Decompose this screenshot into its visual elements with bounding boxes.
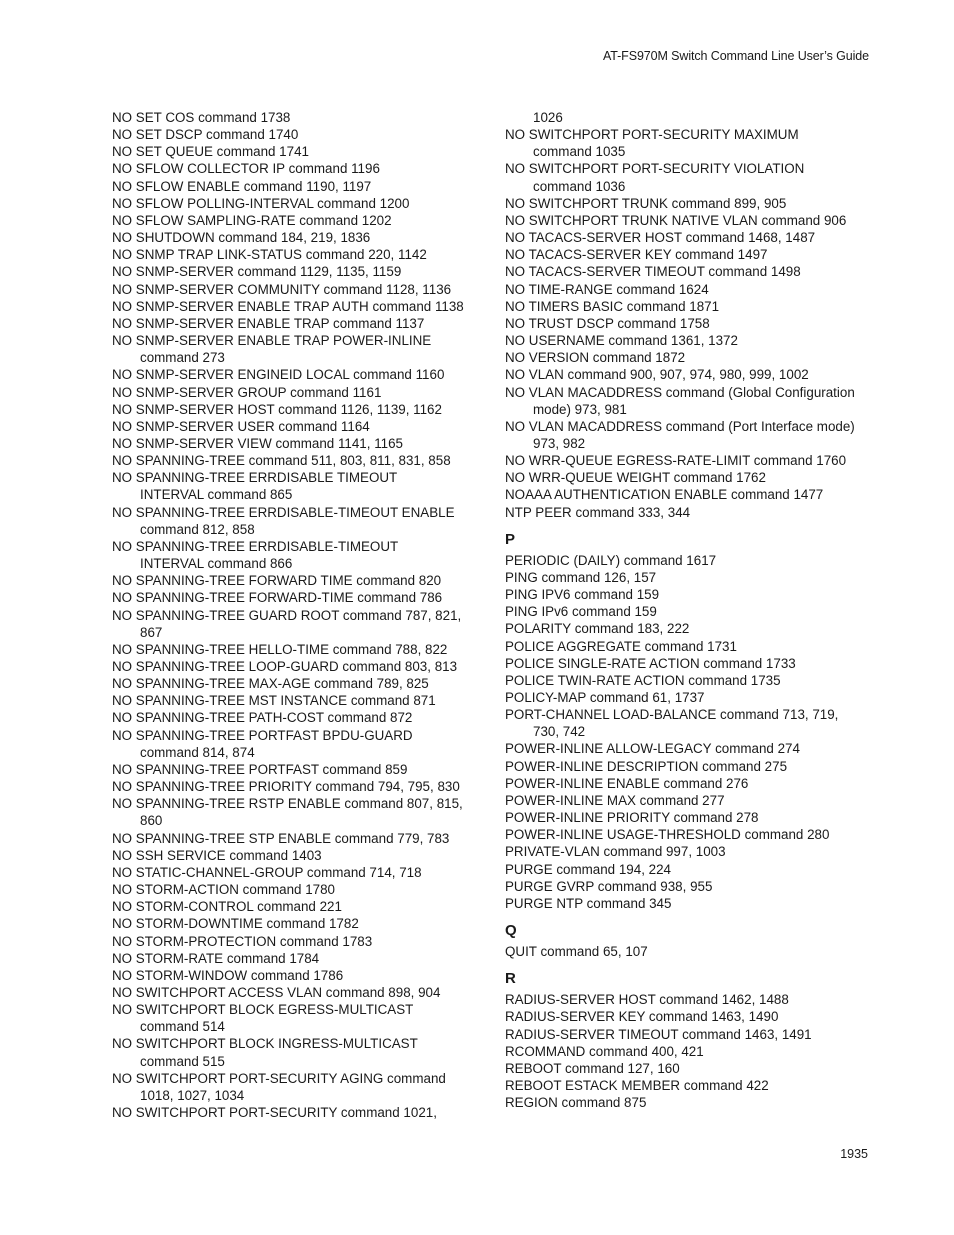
index-entry bbox=[505, 861, 875, 878]
index-entry bbox=[112, 658, 487, 675]
index-entry bbox=[112, 469, 487, 503]
index-entry bbox=[112, 401, 487, 418]
index-entry-text: NO STORM-CONTROL command 221 bbox=[112, 899, 342, 915]
index-entry-text: NO STATIC-CHANNEL-GROUP command 714, 718 bbox=[112, 864, 422, 880]
index-entry bbox=[505, 603, 875, 620]
index-entry bbox=[112, 109, 487, 126]
index-entry-text: NO SPANNING-TREE GUARD ROOT command 787, 821, bbox=[112, 607, 462, 623]
index-entry-text: NO SPANNING-TREE PORTFAST BPDU-GUARD bbox=[112, 727, 413, 743]
index-entry-text: NO SWITCHPORT TRUNK NATIVE VLAN command 906 bbox=[505, 212, 847, 228]
index-entry-text: NO STORM-DOWNTIME command 1782 bbox=[112, 916, 359, 932]
index-entry-text: NO SPANNING-TREE PORTFAST command 859 bbox=[112, 761, 408, 777]
index-entry-text: NO SSH SERVICE command 1403 bbox=[112, 847, 322, 863]
index-entry bbox=[505, 1094, 875, 1111]
index-entry bbox=[505, 775, 875, 792]
index-entry-text: POLICE TWIN-RATE ACTION command 1735 bbox=[505, 672, 781, 688]
index-entry-text: PURGE command 194, 224 bbox=[505, 861, 671, 877]
section-entries-p bbox=[505, 552, 875, 912]
index-entry-text: NO SNMP-SERVER COMMUNITY command 1128, 1136 bbox=[112, 281, 452, 297]
index-entry-continuation: command 814, 874 bbox=[140, 744, 255, 760]
index-entry-continuation: 1018, 1027, 1034 bbox=[140, 1087, 245, 1103]
index-entry bbox=[112, 727, 487, 761]
index-entry bbox=[505, 469, 875, 486]
index-entry-text: PURGE GVRP command 938, 955 bbox=[505, 878, 713, 894]
index-entry-text: NO SPANNING-TREE ERRDISABLE TIMEOUT bbox=[112, 470, 398, 486]
index-entry-continuation: command 273 bbox=[140, 350, 225, 366]
index-entry-text: NO SPANNING-TREE MAX-AGE command 789, 825 bbox=[112, 676, 429, 692]
index-entry bbox=[505, 212, 875, 229]
index-entry bbox=[505, 418, 875, 452]
index-entry bbox=[112, 572, 487, 589]
index-column-left bbox=[112, 109, 487, 1121]
index-entry-text: RCOMMAND command 400, 421 bbox=[505, 1043, 704, 1059]
index-entry-text: NOAAA AUTHENTICATION ENABLE command 1477 bbox=[505, 487, 824, 503]
index-entry bbox=[505, 689, 875, 706]
index-entry bbox=[112, 589, 487, 606]
index-entry bbox=[505, 1043, 875, 1060]
index-entry bbox=[112, 538, 487, 572]
index-entry bbox=[505, 991, 875, 1008]
index-entry bbox=[505, 332, 875, 349]
index-entry bbox=[112, 332, 487, 366]
index-entry bbox=[505, 672, 875, 689]
index-entry-text: NO SFLOW COLLECTOR IP command 1196 bbox=[112, 161, 380, 177]
index-entry bbox=[112, 898, 487, 915]
index-entry bbox=[112, 160, 487, 177]
index-entry-text: NO SWITCHPORT PORT-SECURITY MAXIMUM bbox=[505, 127, 799, 143]
index-entry bbox=[112, 1104, 487, 1121]
index-entry-text: NO VLAN MACADDRESS command (Global Configuration bbox=[505, 384, 855, 400]
index-entry bbox=[112, 246, 487, 263]
index-entry bbox=[505, 1026, 875, 1043]
index-entry-text: NTP PEER command 333, 344 bbox=[505, 504, 691, 520]
index-entry-text: NO SFLOW SAMPLING-RATE command 1202 bbox=[112, 212, 392, 228]
index-entry bbox=[112, 212, 487, 229]
index-entry bbox=[112, 692, 487, 709]
index-entry-text: NO SFLOW ENABLE command 1190, 1197 bbox=[112, 178, 372, 194]
index-entry bbox=[112, 263, 487, 280]
section-entries-r bbox=[505, 991, 875, 1111]
index-entry bbox=[112, 366, 487, 383]
index-entry-text: POLICE AGGREGATE command 1731 bbox=[505, 638, 737, 654]
index-entry bbox=[505, 552, 875, 569]
index-entry bbox=[112, 709, 487, 726]
index-entry-text: NO SWITCHPORT PORT-SECURITY VIOLATION bbox=[505, 161, 805, 177]
index-entry-text: NO SPANNING-TREE PATH-COST command 872 bbox=[112, 710, 413, 726]
index-column-right bbox=[505, 109, 875, 1111]
index-entry bbox=[112, 847, 487, 864]
index-entry-text: NO SWITCHPORT BLOCK EGRESS-MULTICAST bbox=[112, 1002, 414, 1018]
index-entry bbox=[505, 229, 875, 246]
index-entry bbox=[112, 298, 487, 315]
index-entry-text: NO VLAN MACADDRESS command (Port Interface mode) bbox=[505, 418, 855, 434]
index-entry-continuation: command 1035 bbox=[533, 144, 626, 160]
index-entry-text: NO TIMERS BASIC command 1871 bbox=[505, 298, 720, 314]
index-entry-text: POLICY-MAP command 61, 1737 bbox=[505, 690, 705, 705]
index-entry-text: NO SPANNING-TREE MST INSTANCE command 871 bbox=[112, 693, 436, 709]
index-entry-continuation: 867 bbox=[140, 624, 163, 640]
index-entry-text: NO STORM-ACTION command 1780 bbox=[112, 882, 335, 898]
index-entry bbox=[112, 933, 487, 950]
index-entry-text: PERIODIC (DAILY) command 1617 bbox=[505, 552, 717, 568]
index-entry bbox=[112, 143, 487, 160]
index-entry-text: NO SPANNING-TREE ERRDISABLE-TIMEOUT ENABLE bbox=[112, 504, 455, 520]
index-entry bbox=[505, 366, 875, 383]
index-entry-continuation: command 515 bbox=[140, 1053, 225, 1069]
index-entry-text: PING command 126, 157 bbox=[505, 569, 657, 585]
index-entry bbox=[505, 792, 875, 809]
index-entry-text: NO TACACS-SERVER TIMEOUT command 1498 bbox=[505, 264, 801, 280]
index-entry bbox=[505, 452, 875, 469]
index-entry-text: NO TRUST DSCP command 1758 bbox=[505, 315, 710, 331]
index-entry bbox=[112, 1001, 487, 1035]
index-entry bbox=[505, 504, 875, 521]
index-entry-continuation: INTERVAL command 865 bbox=[140, 487, 293, 503]
index-entry bbox=[112, 435, 487, 452]
index-entry-text: NO SNMP-SERVER ENABLE TRAP POWER-INLINE bbox=[112, 333, 432, 349]
index-entry bbox=[112, 229, 487, 246]
index-entry-text: NO SFLOW POLLING-INTERVAL command 1200 bbox=[112, 195, 410, 211]
index-entry-text: NO WRR-QUEUE EGRESS-RATE-LIMIT command 1760 bbox=[505, 453, 847, 469]
index-entry bbox=[505, 1008, 875, 1025]
index-entry-text: POWER-INLINE PRIORITY command 278 bbox=[505, 810, 759, 826]
index-entry bbox=[505, 263, 875, 280]
index-entry bbox=[112, 1070, 487, 1104]
index-entry bbox=[505, 620, 875, 637]
index-entry-text: NO SPANNING-TREE ERRDISABLE-TIMEOUT bbox=[112, 538, 399, 554]
index-entry bbox=[112, 915, 487, 932]
index-entry-text: NO WRR-QUEUE WEIGHT command 1762 bbox=[505, 470, 766, 486]
index-entry-text: NO SNMP-SERVER ENGINEID LOCAL command 1160 bbox=[112, 367, 445, 383]
index-entry bbox=[112, 795, 487, 829]
index-entry bbox=[505, 569, 875, 586]
index-entry-text: NO SPANNING-TREE RSTP ENABLE command 807, 815, bbox=[112, 796, 463, 812]
index-entry-text: REBOOT ESTACK MEMBER command 422 bbox=[505, 1077, 769, 1093]
index-entry-text: QUIT command 65, 107 bbox=[505, 944, 648, 960]
index-entry-text: NO SWITCHPORT ACCESS VLAN command 898, 904 bbox=[112, 984, 441, 1000]
index-entry-text: NO STORM-WINDOW command 1786 bbox=[112, 967, 344, 983]
index-entry bbox=[112, 607, 487, 641]
index-entry-text: NO SET QUEUE command 1741 bbox=[112, 144, 309, 160]
index-entry-text: POLARITY command 183, 222 bbox=[505, 621, 690, 637]
index-entry-text: RADIUS-SERVER HOST command 1462, 1488 bbox=[505, 992, 789, 1008]
index-entry bbox=[112, 384, 487, 401]
index-entry-text: NO SET COS command 1738 bbox=[112, 110, 291, 125]
index-entry-text: NO SPANNING-TREE PRIORITY command 794, 795, 830 bbox=[112, 779, 460, 795]
index-entry-text: NO SNMP-SERVER USER command 1164 bbox=[112, 418, 370, 434]
index-entry-text: NO STORM-PROTECTION command 1783 bbox=[112, 933, 373, 949]
index-entry bbox=[505, 160, 875, 194]
index-entry bbox=[112, 675, 487, 692]
index-entry bbox=[505, 1077, 875, 1094]
index-entry-text: NO VLAN command 900, 907, 974, 980, 999, 1002 bbox=[505, 367, 809, 383]
index-entry bbox=[505, 655, 875, 672]
index-entry-text: RADIUS-SERVER KEY command 1463, 1490 bbox=[505, 1009, 779, 1025]
section-letter-q: Q bbox=[505, 922, 517, 940]
index-entry-text: NO TIME-RANGE command 1624 bbox=[505, 281, 709, 297]
index-entry bbox=[112, 881, 487, 898]
index-entry bbox=[112, 950, 487, 967]
index-entry bbox=[112, 126, 487, 143]
index-entry-text: POWER-INLINE ALLOW-LEGACY command 274 bbox=[505, 741, 800, 757]
index-entry bbox=[505, 758, 875, 775]
index-entry-continuation: mode) 973, 981 bbox=[533, 401, 627, 417]
index-entry bbox=[112, 830, 487, 847]
index-entry-text: NO SPANNING-TREE HELLO-TIME command 788, 822 bbox=[112, 641, 448, 657]
index-entry-continuation: command 1036 bbox=[533, 178, 626, 194]
section-letter-r: R bbox=[505, 970, 516, 988]
index-entry bbox=[505, 826, 875, 843]
index-entry-text: NO SPANNING-TREE FORWARD TIME command 820 bbox=[112, 573, 442, 589]
index-entry bbox=[112, 452, 487, 469]
running-header: AT-FS970M Switch Command Line User’s Guide bbox=[602, 49, 869, 63]
index-entry-continuation: 860 bbox=[140, 813, 163, 829]
index-entry bbox=[505, 486, 875, 503]
index-entry bbox=[505, 809, 875, 826]
index-entry bbox=[505, 878, 875, 895]
index-entry bbox=[505, 349, 875, 366]
index-entry-text: NO SNMP-SERVER HOST command 1126, 1139, 1162 bbox=[112, 401, 442, 417]
index-entry bbox=[112, 178, 487, 195]
index-entry-text: NO SNMP-SERVER ENABLE TRAP command 1137 bbox=[112, 315, 425, 331]
index-entry-text: PRIVATE-VLAN command 997, 1003 bbox=[505, 844, 726, 860]
index-entry-text: REGION command 875 bbox=[505, 1095, 647, 1111]
index-entry bbox=[112, 315, 487, 332]
index-entry-text: NO SET DSCP command 1740 bbox=[112, 127, 299, 143]
index-entry-text: NO STORM-RATE command 1784 bbox=[112, 950, 320, 966]
index-entry-text: PING IPv6 command 159 bbox=[505, 604, 657, 620]
index-entry bbox=[112, 864, 487, 881]
page-number: 1935 bbox=[840, 1147, 868, 1161]
index-entry-text: NO SPANNING-TREE STP ENABLE command 779, 783 bbox=[112, 830, 450, 846]
section-letter-p: P bbox=[505, 530, 516, 548]
index-entry bbox=[112, 1035, 487, 1069]
index-entry-text: NO SNMP-SERVER ENABLE TRAP AUTH command 1138 bbox=[112, 298, 464, 314]
index-entry bbox=[505, 586, 875, 603]
index-entry bbox=[505, 638, 875, 655]
index-entry-text: NO SWITCHPORT PORT-SECURITY command 1021, bbox=[112, 1105, 437, 1121]
section-entries-q bbox=[505, 943, 875, 960]
index-entry bbox=[505, 315, 875, 332]
index-entry bbox=[505, 281, 875, 298]
index-entry-text: REBOOT command 127, 160 bbox=[505, 1060, 680, 1076]
index-entry-text: NO VERSION command 1872 bbox=[505, 350, 686, 366]
index-entry bbox=[505, 246, 875, 263]
index-entry-text: POWER-INLINE MAX command 277 bbox=[505, 792, 725, 808]
index-entry-text: NO SWITCHPORT TRUNK command 899, 905 bbox=[505, 195, 787, 211]
index-entry bbox=[505, 843, 875, 860]
index-entry-text: POWER-INLINE DESCRIPTION command 275 bbox=[505, 758, 788, 774]
index-entry bbox=[505, 126, 875, 160]
index-entry-text: NO TACACS-SERVER KEY command 1497 bbox=[505, 247, 768, 263]
index-entry-text: NO SNMP-SERVER VIEW command 1141, 1165 bbox=[112, 435, 403, 451]
index-entry bbox=[505, 943, 875, 960]
index-entry-continuation: 1026 bbox=[533, 110, 563, 125]
index-entry-text: PORT-CHANNEL LOAD-BALANCE command 713, 719, bbox=[505, 707, 839, 723]
index-entry-text: NO SPANNING-TREE FORWARD-TIME command 786 bbox=[112, 590, 443, 606]
index-entry-continuation: INTERVAL command 866 bbox=[140, 556, 293, 572]
index-entry bbox=[505, 384, 875, 418]
index-entry-continuation: command 514 bbox=[140, 1019, 225, 1035]
index-entry bbox=[112, 504, 487, 538]
index-entry-text: NO SHUTDOWN command 184, 219, 1836 bbox=[112, 230, 371, 246]
index-entry bbox=[112, 195, 487, 212]
index-entry bbox=[112, 418, 487, 435]
index-entry bbox=[112, 761, 487, 778]
index-entry bbox=[505, 298, 875, 315]
index-entry-text: NO SWITCHPORT PORT-SECURITY AGING command bbox=[112, 1070, 446, 1086]
index-entry bbox=[505, 895, 875, 912]
index-entry-text: NO SNMP TRAP LINK-STATUS command 220, 1142 bbox=[112, 247, 427, 263]
index-entry-text: POWER-INLINE USAGE-THRESHOLD command 280 bbox=[505, 827, 830, 843]
index-entry bbox=[112, 778, 487, 795]
index-entry-text: PURGE NTP command 345 bbox=[505, 895, 672, 911]
index-entry-text: NO SPANNING-TREE command 511, 803, 811, 831, 858 bbox=[112, 453, 451, 469]
index-entry-text: POWER-INLINE ENABLE command 276 bbox=[505, 775, 749, 791]
index-entry bbox=[112, 641, 487, 658]
index-entry bbox=[505, 706, 875, 740]
index-entry-text: NO TACACS-SERVER HOST command 1468, 1487 bbox=[505, 230, 816, 246]
index-entry-text: POLICE SINGLE-RATE ACTION command 1733 bbox=[505, 655, 796, 671]
index-entry bbox=[112, 984, 487, 1001]
index-entry bbox=[112, 281, 487, 298]
index-entry-text: NO USERNAME command 1361, 1372 bbox=[505, 333, 738, 349]
index-entry-text: RADIUS-SERVER TIMEOUT command 1463, 1491 bbox=[505, 1026, 812, 1042]
index-entry bbox=[505, 195, 875, 212]
index-entry-text: NO SWITCHPORT BLOCK INGRESS-MULTICAST bbox=[112, 1036, 418, 1052]
index-entry-text: NO SPANNING-TREE LOOP-GUARD command 803, 813 bbox=[112, 659, 458, 674]
index-entry-text: NO SNMP-SERVER GROUP command 1161 bbox=[112, 384, 382, 400]
index-entry-continuation: 973, 982 bbox=[533, 435, 586, 451]
index-entry-text: NO SNMP-SERVER command 1129, 1135, 1159 bbox=[112, 264, 402, 280]
index-entry-continuation: 730, 742 bbox=[533, 724, 586, 740]
index-entry-text: PING IPV6 command 159 bbox=[505, 587, 660, 603]
index-entry-continuation: command 812, 858 bbox=[140, 521, 255, 537]
index-entry bbox=[505, 1060, 875, 1077]
index-entry bbox=[112, 967, 487, 984]
index-entry bbox=[505, 740, 875, 757]
